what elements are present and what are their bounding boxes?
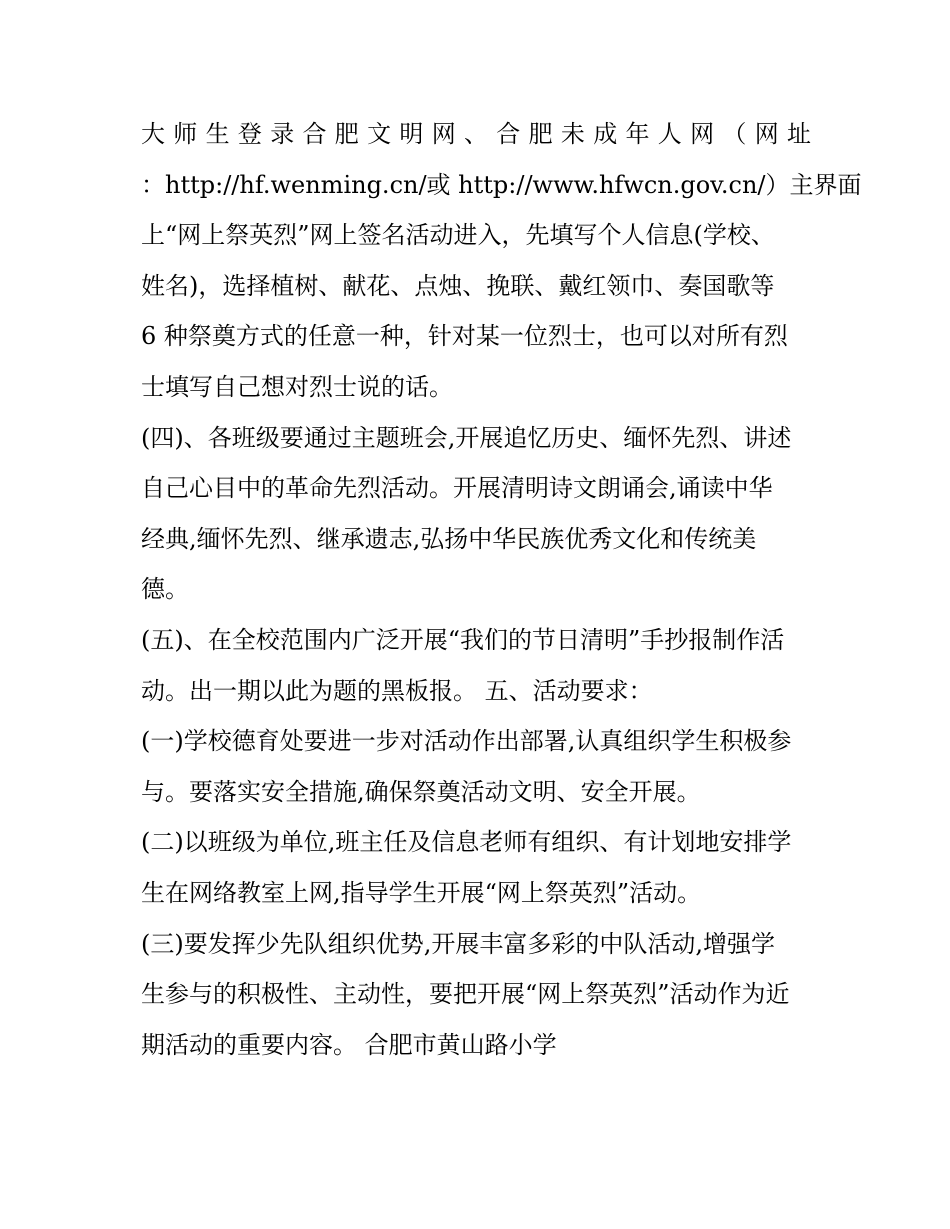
- text-line: ：http://hf.wenming.cn/或 http://www.hfwcn.gov.cn/）主界面: [141, 170, 862, 199]
- text-line: (四)、各班级要通过主题班会,开展追忆历史、缅怀先烈、讲述: [141, 423, 792, 452]
- text-line: (五)、在全校范围内广泛开展“我们的节日清明”手抄报制作活: [141, 625, 785, 654]
- text-line: 与。要落实安全措施,确保祭奠活动文明、安全开展。: [141, 777, 701, 806]
- text-line: 经典,缅怀先烈、继承遗志,弘扬中华民族优秀文化和传统美: [141, 524, 757, 553]
- body-text: [141, 109, 862, 1070]
- text-line: 上“网上祭英烈”网上签名活动进入，先填写个人信息(学校、: [141, 221, 775, 250]
- text-line: 6 种祭奠方式的任意一种，针对某一位烈士，也可以对所有烈: [141, 322, 788, 351]
- text-line: 期活动的重要内容。 合肥市黄山路小学: [141, 1030, 557, 1059]
- text-line: 自己心目中的革命先烈活动。开展清明诗文朗诵会,诵读中华: [141, 474, 773, 503]
- text-line: 大师生登录合肥文明网、合肥未成年人网（网址: [141, 120, 811, 148]
- text-line: (三)要发挥少先队组织优势,开展丰富多彩的中队活动,增强学: [141, 929, 775, 958]
- text-line: 动。出一期以此为题的黑板报。 五、活动要求：: [141, 676, 653, 705]
- text-line: 生在网络教室上网,指导学生开展“网上祭英烈”活动。: [141, 878, 702, 907]
- text-line: (一)学校德育处要进一步对活动作出部署,认真组织学生积极参: [141, 727, 792, 756]
- text-line: (二)以班级为单位,班主任及信息老师有组织、有计划地安排学: [141, 828, 792, 857]
- text-line: 德。: [141, 575, 189, 604]
- text-line: 姓名)，选择植树、献花、点烛、挽联、戴红领巾、奏国歌等: [141, 271, 775, 300]
- text-line: 生参与的积极性、主动性，要把开展“网上祭英烈”活动作为近: [141, 980, 790, 1009]
- text-line: 士填写自己想对烈士说的话。: [141, 372, 453, 401]
